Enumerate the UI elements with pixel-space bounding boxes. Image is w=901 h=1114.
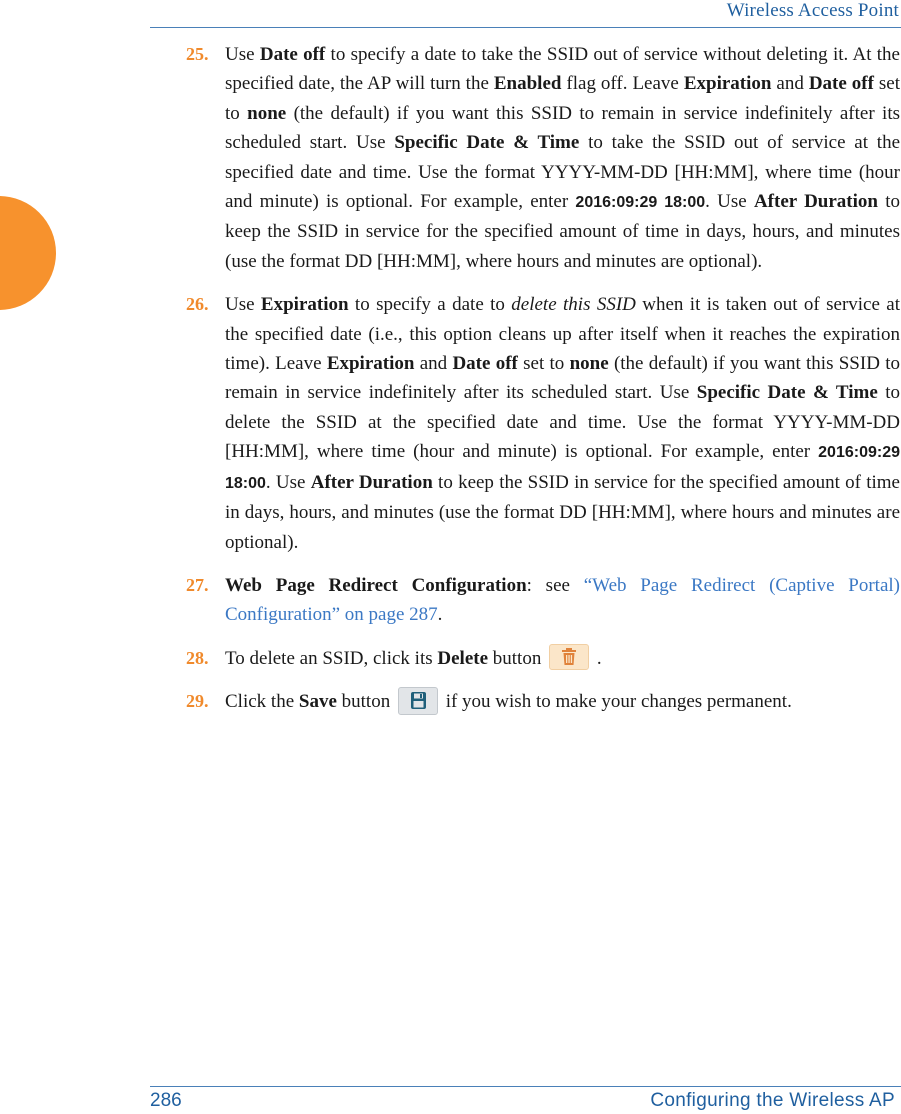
text-run: Click the <box>225 691 299 713</box>
delete-button-image <box>549 644 589 670</box>
step-text <box>225 571 900 630</box>
text-run: to take the SSID out of service at the specified date and time. Use the format YYYY-MM-DD [HH:MM], where time (hour and minute) is optional. For example, enter <box>225 132 900 213</box>
term-expiration: Expiration <box>683 73 772 95</box>
text-run: to specify a date to take the SSID out of service without deleting it. At the specified date, the AP will turn the <box>225 44 900 95</box>
step-number: 25. <box>186 44 209 64</box>
text-run: . <box>437 604 443 626</box>
term-none: none <box>247 102 287 124</box>
text-run: . Use <box>705 191 754 213</box>
term-none: none <box>569 353 609 375</box>
step-26 <box>186 290 900 557</box>
step-28 <box>186 644 900 673</box>
step-number: 29. <box>186 691 209 712</box>
term-enabled: Enabled <box>493 73 562 95</box>
step-text <box>225 644 900 673</box>
term-expiration: Expiration <box>326 353 415 375</box>
trash-icon <box>550 645 588 669</box>
term-date-off: Date off <box>259 44 326 65</box>
step-list <box>186 40 900 731</box>
text-run: set to <box>225 73 901 124</box>
page-header-title: Wireless Access Point <box>726 0 899 21</box>
term-specific-date-time: Specific Date & Time <box>696 382 878 404</box>
text-run: : see <box>526 574 584 596</box>
text-run: button <box>488 647 542 669</box>
term-after-duration: After Duration <box>753 191 878 213</box>
term-expiration: Expiration <box>260 294 349 316</box>
term-specific-date-time: Specific Date & Time <box>394 132 580 154</box>
chapter-side-tab <box>0 196 56 310</box>
term-web-page-redirect: Web Page Redirect Configuration <box>225 574 527 596</box>
text-run: Use <box>225 294 261 316</box>
text-run: to keep the SSID in service for the specified amount of time in days, hours, and minutes (use the format DD [HH:MM], where hours and minutes are optional). <box>225 471 900 553</box>
term-save: Save <box>298 691 337 713</box>
step-number: 28. <box>186 647 209 668</box>
term-delete: Delete <box>437 647 489 669</box>
text-run: flag off. Leave <box>561 73 684 95</box>
footer-section-title: Configuring the Wireless AP <box>650 1090 895 1111</box>
footer-page-number: 286 <box>150 1090 182 1111</box>
step-text <box>225 40 900 276</box>
text-run: to keep the SSID in service for the specified amount of time in days, hours, and minutes (use the format DD [HH:MM], where hours and minutes are optional). <box>225 191 901 272</box>
save-button-image <box>398 687 438 715</box>
step-25 <box>186 40 900 276</box>
step-number: 26. <box>186 294 209 315</box>
term-date-off: Date off <box>452 353 518 375</box>
text-run: Use <box>225 44 260 65</box>
step-text <box>225 290 900 557</box>
step-number: 27. <box>186 574 209 595</box>
term-date-off: Date off <box>808 73 874 95</box>
text-run: . Use <box>265 471 311 493</box>
text-run: button <box>336 691 391 713</box>
example-date: 2016:09:29 18:00 <box>225 444 900 492</box>
floppy-disk-icon <box>399 688 437 714</box>
text-run: when it is taken out of service at the specified date (i.e., this option cleans up after itself when it reaches the expiration time). Leave <box>225 294 900 375</box>
example-date: 2016:09:29 18:00 <box>575 194 706 212</box>
text-run: (the default) if you want this SSID to remain in service indefinitely after its scheduled start. Use <box>225 353 900 404</box>
step-text <box>225 687 900 717</box>
cross-reference-link[interactable]: “Web Page Redirect (Captive Portal) Configuration” on page 287 <box>225 574 900 626</box>
header-rule <box>150 27 901 28</box>
step-27 <box>186 571 900 630</box>
text-run: to delete the SSID at the specified date and time. Use the format YYYY-MM-DD [HH:MM], where time (hour and minute) is optional. For example, enter <box>225 382 900 463</box>
text-run: if you wish to make your changes permanent. <box>440 691 792 713</box>
text-run: . <box>592 647 602 669</box>
text-run: and <box>414 353 453 375</box>
text-run: to specify a date to <box>348 294 512 316</box>
text-run: To delete an SSID, click its <box>225 647 438 669</box>
text-run: set to <box>517 353 570 375</box>
footer-rule <box>150 1086 901 1087</box>
text-run: (the default) if you want this SSID to remain in service indefinitely after its scheduled start. Use <box>225 102 900 154</box>
term-after-duration: After Duration <box>310 471 433 493</box>
emphasis-delete-ssid: delete this SSID <box>511 294 636 316</box>
text-run: and <box>771 73 809 95</box>
step-29 <box>186 687 900 717</box>
